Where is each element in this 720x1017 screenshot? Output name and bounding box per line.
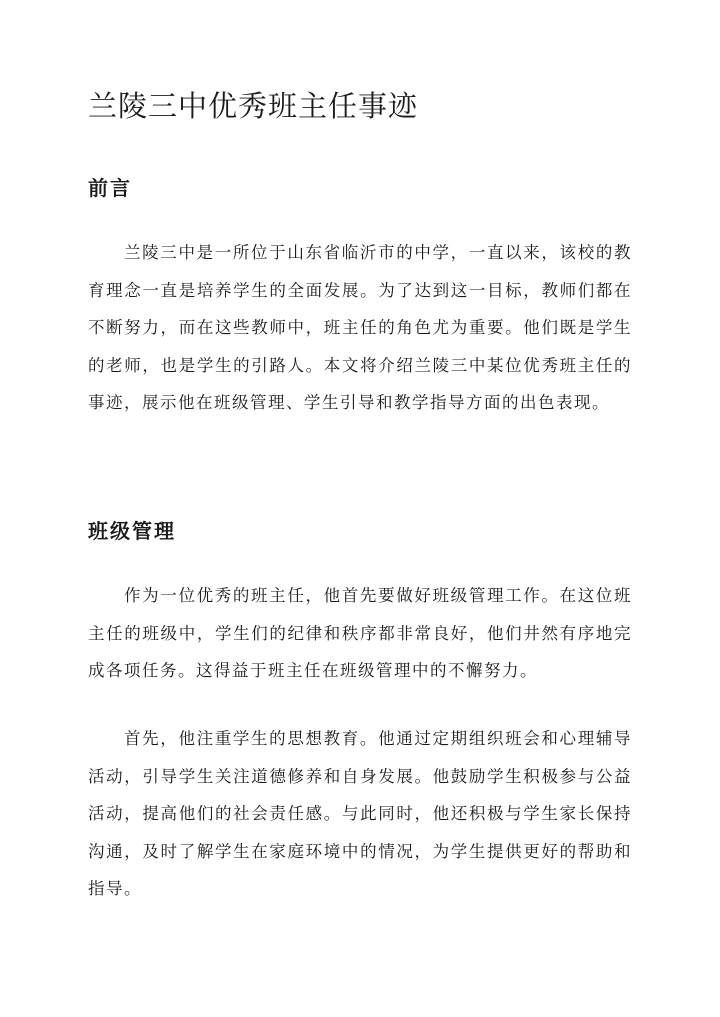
class-management-paragraph-1: 作为一位优秀的班主任，他首先要做好班级管理工作。在这位班主任的班级中，学生们的纪律和秩序都非常良好，他们井然有序地完成各项任务。这得益于班主任在班级管理中的不懈努力。	[88, 586, 632, 680]
preface-paragraph: 兰陵三中是一所位于山东省临沂市的中学，一直以来，该校的教育理念一直是培养学生的全面发展。为了达到这一目标，教师们都在不断努力，而在这些教师中，班主任的角色尤为重要。他们既是学生的老师，也是学生的引路人。本文将介绍兰陵三中某位优秀班主任的事迹，展示他在班级管理、学生引导和教学指导方面的出色表现。	[88, 243, 632, 412]
section-heading-preface: 前言	[88, 176, 132, 200]
document-title: 兰陵三中优秀班主任事迹	[88, 89, 419, 123]
section-heading-class-management: 班级管理	[88, 519, 176, 543]
class-management-paragraph-2: 首先，他注重学生的思想教育。他通过定期组织班会和心理辅导活动，引导学生关注道德修养和自身发展。他鼓励学生积极参与公益活动，提高他们的社会责任感。与此同时，他还积极与学生家长保持沟通，及时了解学生在家庭环境中的情况，为学生提供更好的帮助和指导。	[88, 729, 632, 898]
